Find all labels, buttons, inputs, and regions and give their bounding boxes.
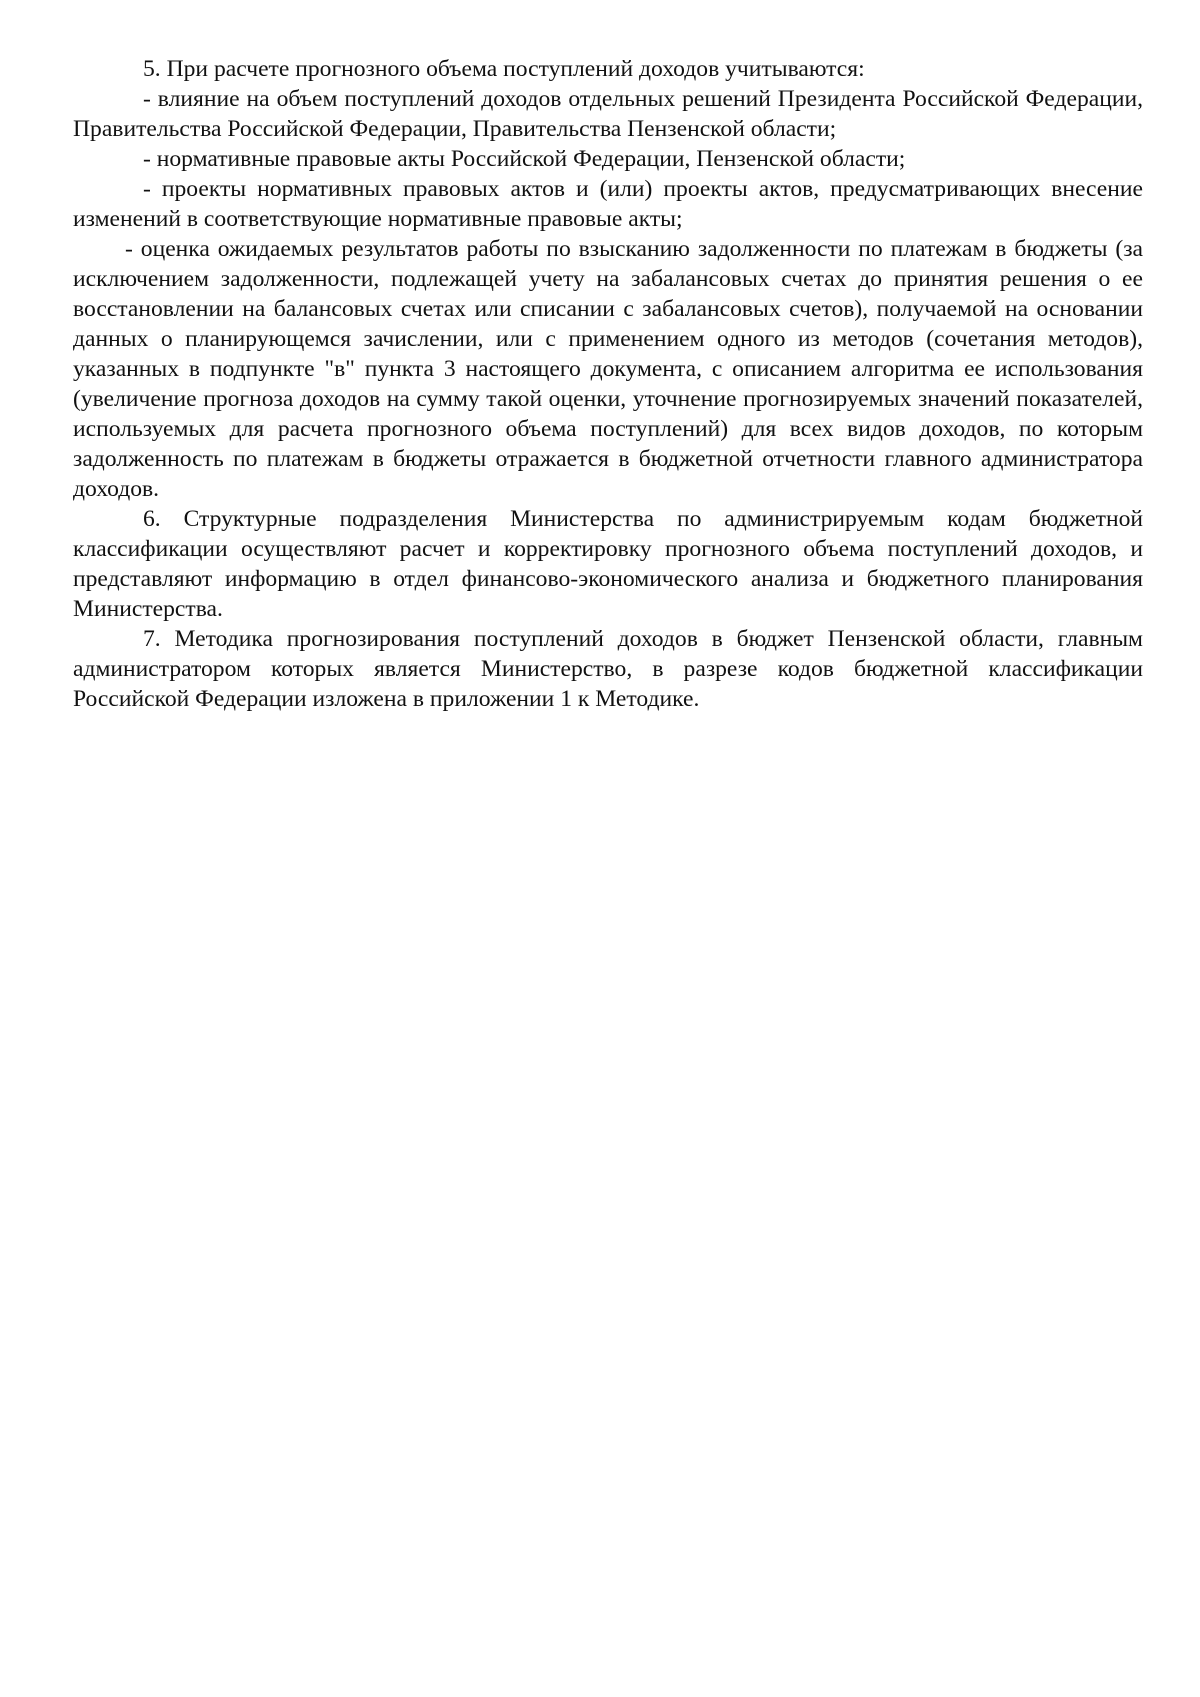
paragraph-5: 5. При расчете прогнозного объема поступлений доходов учитываются:	[143, 56, 865, 82]
paragraph-5-item-decisions: - влияние на объем поступлений доходов отдельных решений Президента Российской Федерации, Правительства Российской Федерации, Правительства Пензенской области;	[73, 86, 1143, 142]
paragraph-6: 6. Структурные подразделения Министерства по администрируемым кодам бюджетной классификации осуществляют расчет и корректировку прогнозного объема поступлений доходов, и представляют информацию в отдел финансово-экономического анализа и бюджетного планирования Министерства.	[73, 506, 1143, 622]
paragraph-5-item-legal-acts: - нормативные правовые акты Российской Федерации, Пензенской области;	[143, 146, 906, 172]
paragraph-5-item-debt-assessment: - оценка ожидаемых результатов работы по взысканию задолженности по платежам в бюджеты (за исключением задолженности, подлежащей учету на забалансовых счетах до принятия решения о ее восстановлении на балансовых счетах или списании с забалансовых счетов), получаемой на основании данных о планирующемся зачислении, или с применением одного из методов (сочетания методов), указанных в подпункте "в" пункта 3 настоящего документа, с описанием алгоритма ее использования (увеличение прогноза доходов на сумму такой оценки, уточнение прогнозируемых значений показателей, используемых для расчета прогнозного объема поступлений) для всех видов доходов, по которым задолженность по платежам в бюджеты отражается в бюджетной отчетности главного администратора доходов.	[73, 236, 1143, 502]
paragraph-7: 7. Методика прогнозирования поступлений доходов в бюджет Пензенской области, главным администратором которых является Министерство, в разрезе кодов бюджетной классификации Российской Федерации изложена в приложении 1 к Методике.	[73, 626, 1143, 712]
paragraph-5-item-draft-acts: - проекты нормативных правовых актов и (или) проекты актов, предусматривающих внесение изменений в соответствующие нормативные правовые акты;	[73, 176, 1143, 232]
document-page	[73, 54, 1143, 714]
